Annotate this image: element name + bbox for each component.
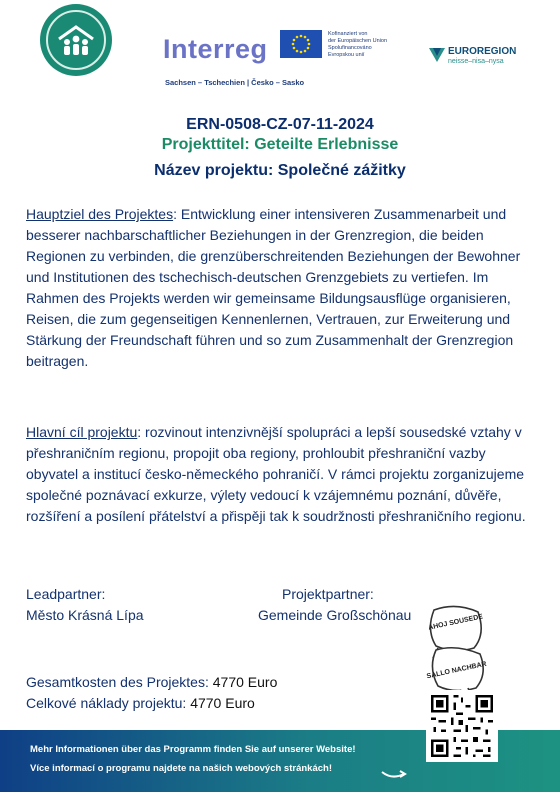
- total-costs-de-label: Gesamtkosten des Projektes:: [26, 674, 209, 690]
- sticker-speech-bubbles: [424, 604, 488, 700]
- projektpartner-name: Gemeinde Großschönau: [258, 607, 412, 623]
- footer-info-de: Mehr Informationen über das Programm finden Sie auf unserer Website!: [30, 744, 356, 755]
- main-goal-cz: [26, 422, 534, 527]
- project-title-cz: Název projektu: Společné zážitky: [154, 162, 406, 179]
- footer-info-cz: Více informací o programu najdete na našich webových stránkách!: [30, 763, 332, 774]
- interreg-logo: Interreg: [163, 34, 268, 64]
- euroregion-name: EUROREGION: [448, 46, 517, 57]
- total-costs-cz-label: Celkové náklady projektu:: [26, 695, 187, 711]
- main-goal-de-text: : Entwicklung einer intensiveren Zusammenarbeit und besserer nachbarschaftlicher Beziehungen in der Grenzregion, die beiden Regionen zu verbinden, die grenzüberschreitenden Beziehungen der Bewohner und Institutionen des tschechisch-deutschen Grenzgebiets zu vertiefen. Im Rahmen des Projekts werden wir gemeinsame Bildungsausflüge organisieren, Reisen, die zum gegenseitigen Kennenlernen, Vertrauen, zur Erweiterung und Stärkung der Freundschaft führen und so zum Zusammenhalt der Grenzregion beitragen.: [26, 206, 521, 369]
- eu-funding-text: [328, 31, 408, 59]
- eu-flag-icon: [280, 30, 322, 58]
- main-goal-cz-label: Hlavní cíl projektu: [26, 424, 138, 440]
- qr-code[interactable]: [426, 690, 498, 762]
- eu-text-line: Kofinanziert von: [328, 31, 368, 37]
- eu-text-line: Evropskou unií: [328, 52, 365, 58]
- euroregion-subtitle: neisse–nisa–nysa: [448, 58, 504, 65]
- leadpartner-name: Město Krásná Lípa: [26, 607, 144, 623]
- sticker-text-sallo: SALLO NACHBAR: [426, 660, 488, 681]
- leadpartner-label: Leadpartner:: [26, 586, 106, 602]
- region-line: Sachsen – Tschechien | Česko – Sasko: [165, 78, 305, 87]
- project-code: ERN-0508-CZ-07-11-2024: [186, 116, 374, 133]
- projektpartner-label: Projektpartner:: [282, 586, 374, 602]
- sticker-text-ahoj: AHOJ SOUSEDE: [427, 613, 484, 632]
- arrow-icon: [380, 768, 408, 782]
- total-costs-de-value: 4770 Euro: [212, 674, 278, 690]
- house-logo-icon: [40, 4, 112, 76]
- main-goal-de-label: Hauptziel des Projektes: [26, 206, 174, 222]
- total-costs-cz: [26, 695, 255, 711]
- total-costs-cz-value: 4770 Euro: [190, 695, 255, 711]
- eu-text-line: Spolufinancováno: [328, 45, 372, 51]
- total-costs-de: [26, 674, 277, 690]
- main-goal-cz-text: : rozvinout intenzivnější spolupráci a lepší sousedské vztahy v přeshraničním regionu, propojit oba regiony, prohloubit přeshraniční vazby obyvatel a institucí česko-německého pohraničí. V rámci projektu zorganizujeme společné poznávací exkurze, výlety vedoucí k vzájemnému poznání, důvěře, rozšíření a posílení přátelství a přispěji tak k soudržnosti přeshraničního regionu.: [26, 424, 526, 524]
- main-goal-de: [26, 204, 534, 372]
- euroregion-logo-icon: [428, 46, 446, 64]
- eu-text-line: der Europäischen Union: [328, 38, 388, 44]
- project-title-de: Projekttitel: Geteilte Erlebnisse: [161, 136, 399, 153]
